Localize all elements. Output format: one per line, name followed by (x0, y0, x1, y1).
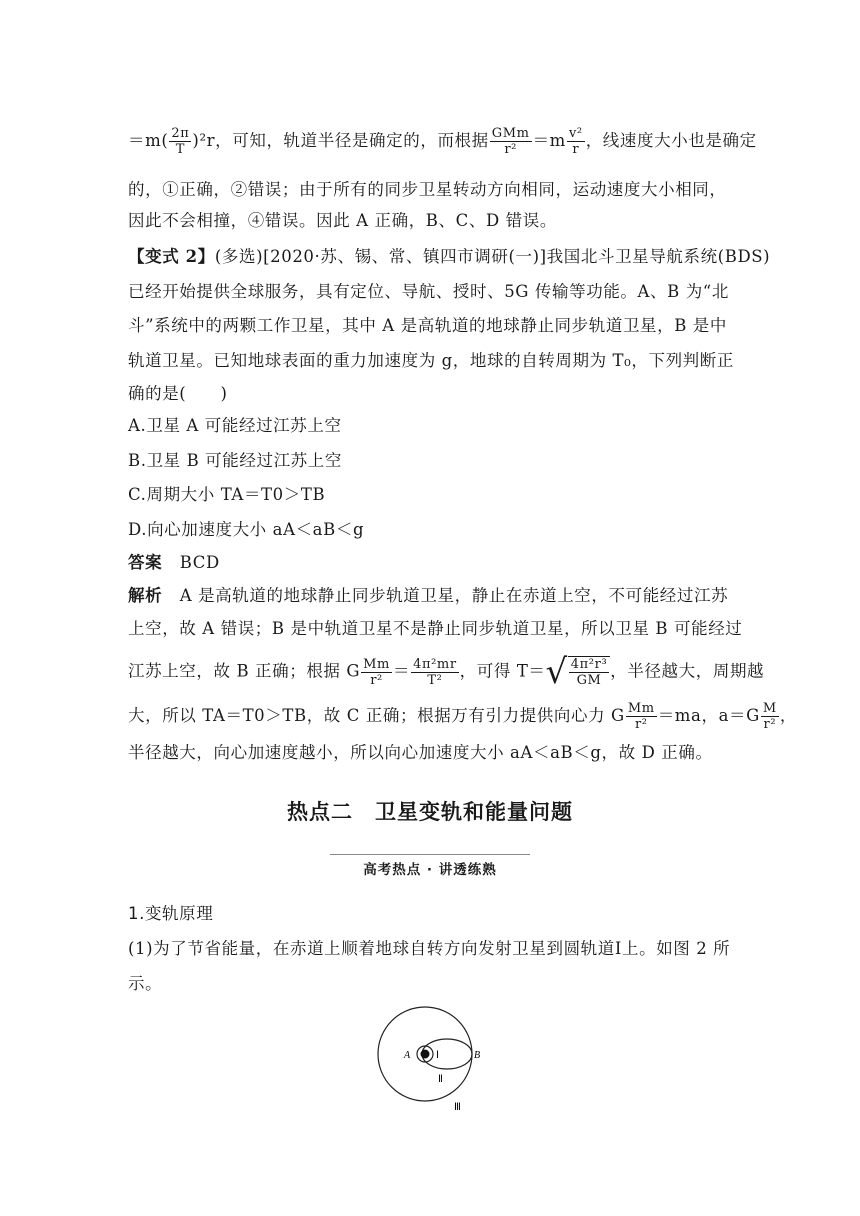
para-line-2: 示。 (128, 974, 163, 993)
numerator: 4π²mr (413, 656, 457, 672)
option-d: D.向心加速度大小 aA＜aB＜g (128, 520, 365, 539)
question-line-3: 斗”系统中的两颗工作卫星，其中 A 是高轨道的地球静止同步轨道卫星，B 是中 (128, 316, 728, 335)
label-orbit-3: Ⅲ (454, 1102, 461, 1112)
fraction (490, 126, 532, 157)
label-a: A (404, 1050, 411, 1061)
numerator: GMm (491, 126, 530, 141)
denominator: GM (576, 673, 602, 688)
fraction (569, 657, 609, 688)
text: ＝ (392, 661, 411, 681)
text: ，可得 T＝ (459, 661, 546, 681)
fraction (761, 701, 779, 732)
fraction (411, 657, 459, 688)
text: ，半径越大，周期越 (610, 661, 765, 681)
numerator: 2π (171, 126, 190, 141)
numerator: Mm (363, 656, 390, 672)
fraction (361, 657, 392, 688)
text: )²r，可知，轨道半径是确定的，而根据 (192, 131, 489, 150)
intro-line-1 (128, 126, 757, 157)
para-line-1: (1)为了节省能量，在赤道上顺着地球自转方向发射卫星到圆轨道Ⅰ上。如图 2 所 (128, 939, 731, 958)
text: A 是高轨道的地球静止同步轨道卫星，静止在赤道上空，不可能经过江苏 (179, 586, 729, 605)
text: ＝ma，a＝G (657, 706, 760, 725)
analysis-line-1 (128, 585, 738, 607)
analysis-line-4 (128, 701, 797, 732)
denominator: r (572, 142, 580, 157)
numerator: v² (568, 126, 583, 141)
option-b: B.卫星 B 可能经过江苏上空 (128, 451, 342, 470)
option-a: A.卫星 A 可能经过江苏上空 (128, 416, 342, 435)
denominator: r² (634, 717, 648, 732)
question-line-2: 已经开始提供全球服务，具有定位、导航、授时、5G 传输等功能。A、B 为“北 (128, 282, 729, 301)
square-root (545, 652, 611, 692)
orbit-figure (370, 1002, 490, 1112)
analysis-line-5: 半径越大，向心加速度越小，所以向心加速度大小 aA＜aB＜g，故 D 正确。 (128, 743, 713, 762)
subsection-heading: 1.变轨原理 (128, 904, 214, 923)
text: ，线速度大小也是确定 (585, 131, 757, 150)
label-orbit-1: Ⅰ (436, 1050, 439, 1061)
analysis-line-3 (128, 652, 765, 692)
text: ， (779, 706, 797, 725)
radical-sign-icon: √ (545, 652, 568, 692)
text: 江苏上空，故 B 正确；根据 G (128, 661, 361, 681)
question-tag: 【变式 2】 (128, 247, 215, 266)
numerator: Mm (627, 701, 655, 716)
analysis-label: 解析 (128, 586, 163, 605)
text: ＝m( (128, 131, 169, 150)
denominator: r² (763, 717, 777, 732)
text: ＝m (532, 131, 566, 150)
question-line-4: 轨道卫星。已知地球表面的重力加速度为 g，地球的自转周期为 T₀，下列判断正 (128, 351, 734, 370)
option-c: C.周期大小 TA＝T0＞TB (128, 485, 326, 504)
section-title: 热点二 卫星变轨和能量问题 (287, 800, 573, 824)
label-b: B (474, 1050, 481, 1061)
numerator: M (762, 701, 777, 716)
denominator: T² (427, 672, 443, 688)
text: (多选)[2020·苏、锡、常、镇四市调研(一)]我国北斗卫星导航系统(BDS) (214, 247, 771, 266)
numerator: 4π²r³ (570, 657, 608, 672)
analysis-line-2: 上空，故 A 错误；B 是中轨道卫星不是静止同步轨道卫星，所以卫星 B 可能经过 (128, 619, 743, 638)
label-orbit-2: Ⅱ (438, 1074, 443, 1085)
denominator: T (175, 142, 186, 157)
fraction (626, 701, 657, 732)
question-line-5: 确的是( ) (128, 384, 228, 403)
intro-line-2: 的，①正确，②错误；由于所有的同步卫星转动方向相同，运动速度大小相同， (128, 180, 727, 199)
banner-divider (330, 854, 530, 855)
fraction (169, 126, 191, 157)
denominator: r² (504, 142, 517, 157)
answer-value: BCD (179, 553, 220, 572)
denominator: r² (370, 672, 383, 688)
fraction (567, 126, 585, 157)
question-line-1 (128, 246, 771, 268)
answer-line (128, 552, 738, 574)
earth-icon (421, 1050, 430, 1059)
radicand (568, 656, 610, 688)
answer-label: 答案 (128, 553, 163, 572)
hot-topic-banner: 高考热点 · 讲透练熟 (363, 862, 497, 878)
intro-line-3: 因此不会相撞，④错误。因此 A 正确，B、C、D 错误。 (128, 211, 557, 230)
text: 大，所以 TA＝T0＞TB，故 C 正确；根据万有引力提供向心力 G (128, 706, 625, 725)
